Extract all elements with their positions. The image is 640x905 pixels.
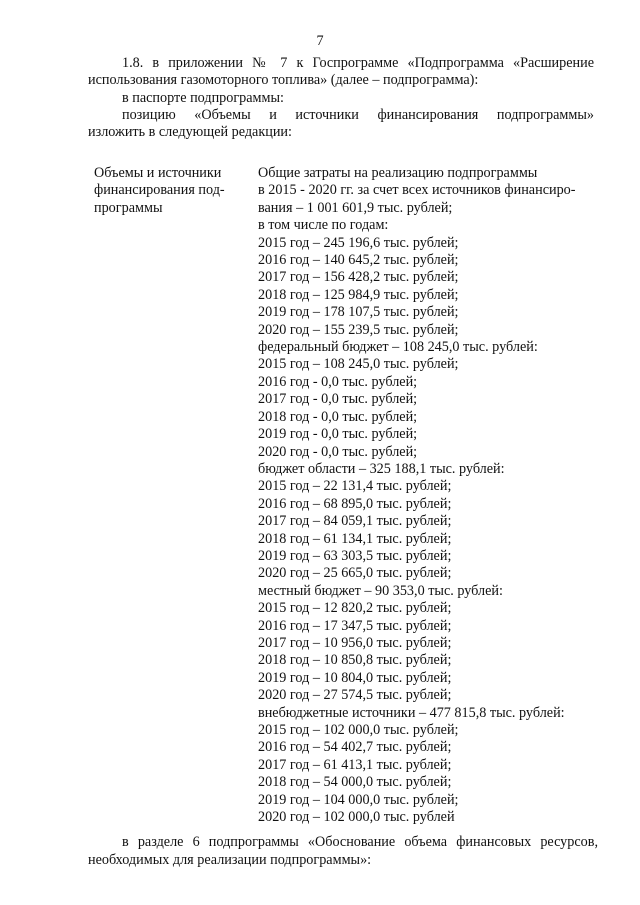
value-line: 2016 год - 0,0 тыс. рублей; bbox=[258, 373, 418, 390]
value-line: 2019 год – 10 804,0 тыс. рублей; bbox=[258, 669, 452, 686]
value-line: 2017 год – 156 428,2 тыс. рублей; bbox=[258, 269, 459, 286]
value-line: 2019 год – 63 303,5 тыс. рублей; bbox=[258, 547, 452, 564]
outro-line: в разделе 6 подпрограммы «Обоснование объема финансовых ресурсов, bbox=[122, 834, 598, 850]
intro-paragraph bbox=[88, 55, 594, 141]
value-line: 2020 год - 0,0 тыс. рублей; bbox=[258, 443, 418, 460]
value-line: 2020 год – 102 000,0 тыс. рублей bbox=[258, 809, 455, 826]
value-line: 2020 год – 155 239,5 тыс. рублей; bbox=[258, 321, 459, 338]
label-line: финансирования под- bbox=[94, 182, 225, 199]
table-value-cell bbox=[258, 165, 603, 826]
value-line: в 2015 - 2020 гг. за счет всех источников финансиро- bbox=[258, 182, 576, 199]
value-line: 2016 год – 17 347,5 тыс. рублей; bbox=[258, 617, 452, 634]
intro-line: изложить в следующей редакции: bbox=[88, 124, 292, 141]
value-line: 2018 год – 10 850,8 тыс. рублей; bbox=[258, 652, 452, 669]
intro-line: 1.8. в приложении № 7 к Госпрограмме «Подпрограмма «Расширение bbox=[122, 55, 594, 71]
value-line: 2017 год – 84 059,1 тыс. рублей; bbox=[258, 513, 452, 530]
value-line: местный бюджет – 90 353,0 тыс. рублей: bbox=[258, 582, 503, 599]
value-line: 2016 год – 68 895,0 тыс. рублей; bbox=[258, 495, 452, 512]
value-line: 2020 год – 27 574,5 тыс. рублей; bbox=[258, 687, 452, 704]
label-line: Объемы и источники bbox=[94, 165, 222, 181]
value-line: 2016 год – 140 645,2 тыс. рублей; bbox=[258, 252, 459, 269]
page-number: 7 bbox=[316, 33, 324, 49]
value-line: федеральный бюджет – 108 245,0 тыс. рублей: bbox=[258, 339, 538, 356]
value-line: 2020 год – 25 665,0 тыс. рублей; bbox=[258, 565, 452, 582]
value-line: 2015 год – 245 196,6 тыс. рублей; bbox=[258, 234, 459, 251]
value-line: 2018 год – 125 984,9 тыс. рублей; bbox=[258, 286, 459, 303]
value-line: в том числе по годам: bbox=[258, 217, 389, 234]
table-label-cell bbox=[94, 165, 250, 217]
label-line: программы bbox=[94, 199, 163, 216]
value-line: 2018 год - 0,0 тыс. рублей; bbox=[258, 408, 418, 425]
outro-paragraph bbox=[88, 834, 598, 869]
value-line: 2017 год – 61 413,1 тыс. рублей; bbox=[258, 756, 452, 773]
value-line: 2017 год – 10 956,0 тыс. рублей; bbox=[258, 634, 452, 651]
value-line: 2015 год – 12 820,2 тыс. рублей; bbox=[258, 600, 452, 617]
value-line: 2018 год – 61 134,1 тыс. рублей; bbox=[258, 530, 452, 547]
value-line: 2017 год - 0,0 тыс. рублей; bbox=[258, 391, 418, 408]
value-line: 2019 год – 178 107,5 тыс. рублей; bbox=[258, 304, 459, 321]
value-line: 2015 год – 102 000,0 тыс. рублей; bbox=[258, 722, 459, 738]
value-line: бюджет области – 325 188,1 тыс. рублей: bbox=[258, 460, 505, 477]
value-line: 2015 год – 108 245,0 тыс. рублей; bbox=[258, 356, 459, 373]
value-line: 2018 год – 54 000,0 тыс. рублей; bbox=[258, 774, 452, 791]
value-line: 2016 год – 54 402,7 тыс. рублей; bbox=[258, 739, 452, 756]
value-line: Общие затраты на реализацию подпрограммы bbox=[258, 165, 538, 181]
value-line: 2019 год - 0,0 тыс. рублей; bbox=[258, 426, 418, 443]
value-line: вания – 1 001 601,9 тыс. рублей; bbox=[258, 199, 453, 216]
outro-line: необходимых для реализации подпрограммы»: bbox=[88, 851, 372, 868]
value-line: внебюджетные источники – 477 815,8 тыс. рублей: bbox=[258, 704, 565, 721]
intro-line: использования газомоторного топлива» (далее – подпрограмма): bbox=[88, 72, 479, 89]
intro-line: в паспорте подпрограммы: bbox=[122, 89, 284, 106]
value-line: 2019 год – 104 000,0 тыс. рублей; bbox=[258, 791, 459, 808]
intro-line: позицию «Объемы и источники финансирования подпрограммы» bbox=[122, 106, 594, 123]
value-line: 2015 год – 22 131,4 тыс. рублей; bbox=[258, 478, 452, 495]
